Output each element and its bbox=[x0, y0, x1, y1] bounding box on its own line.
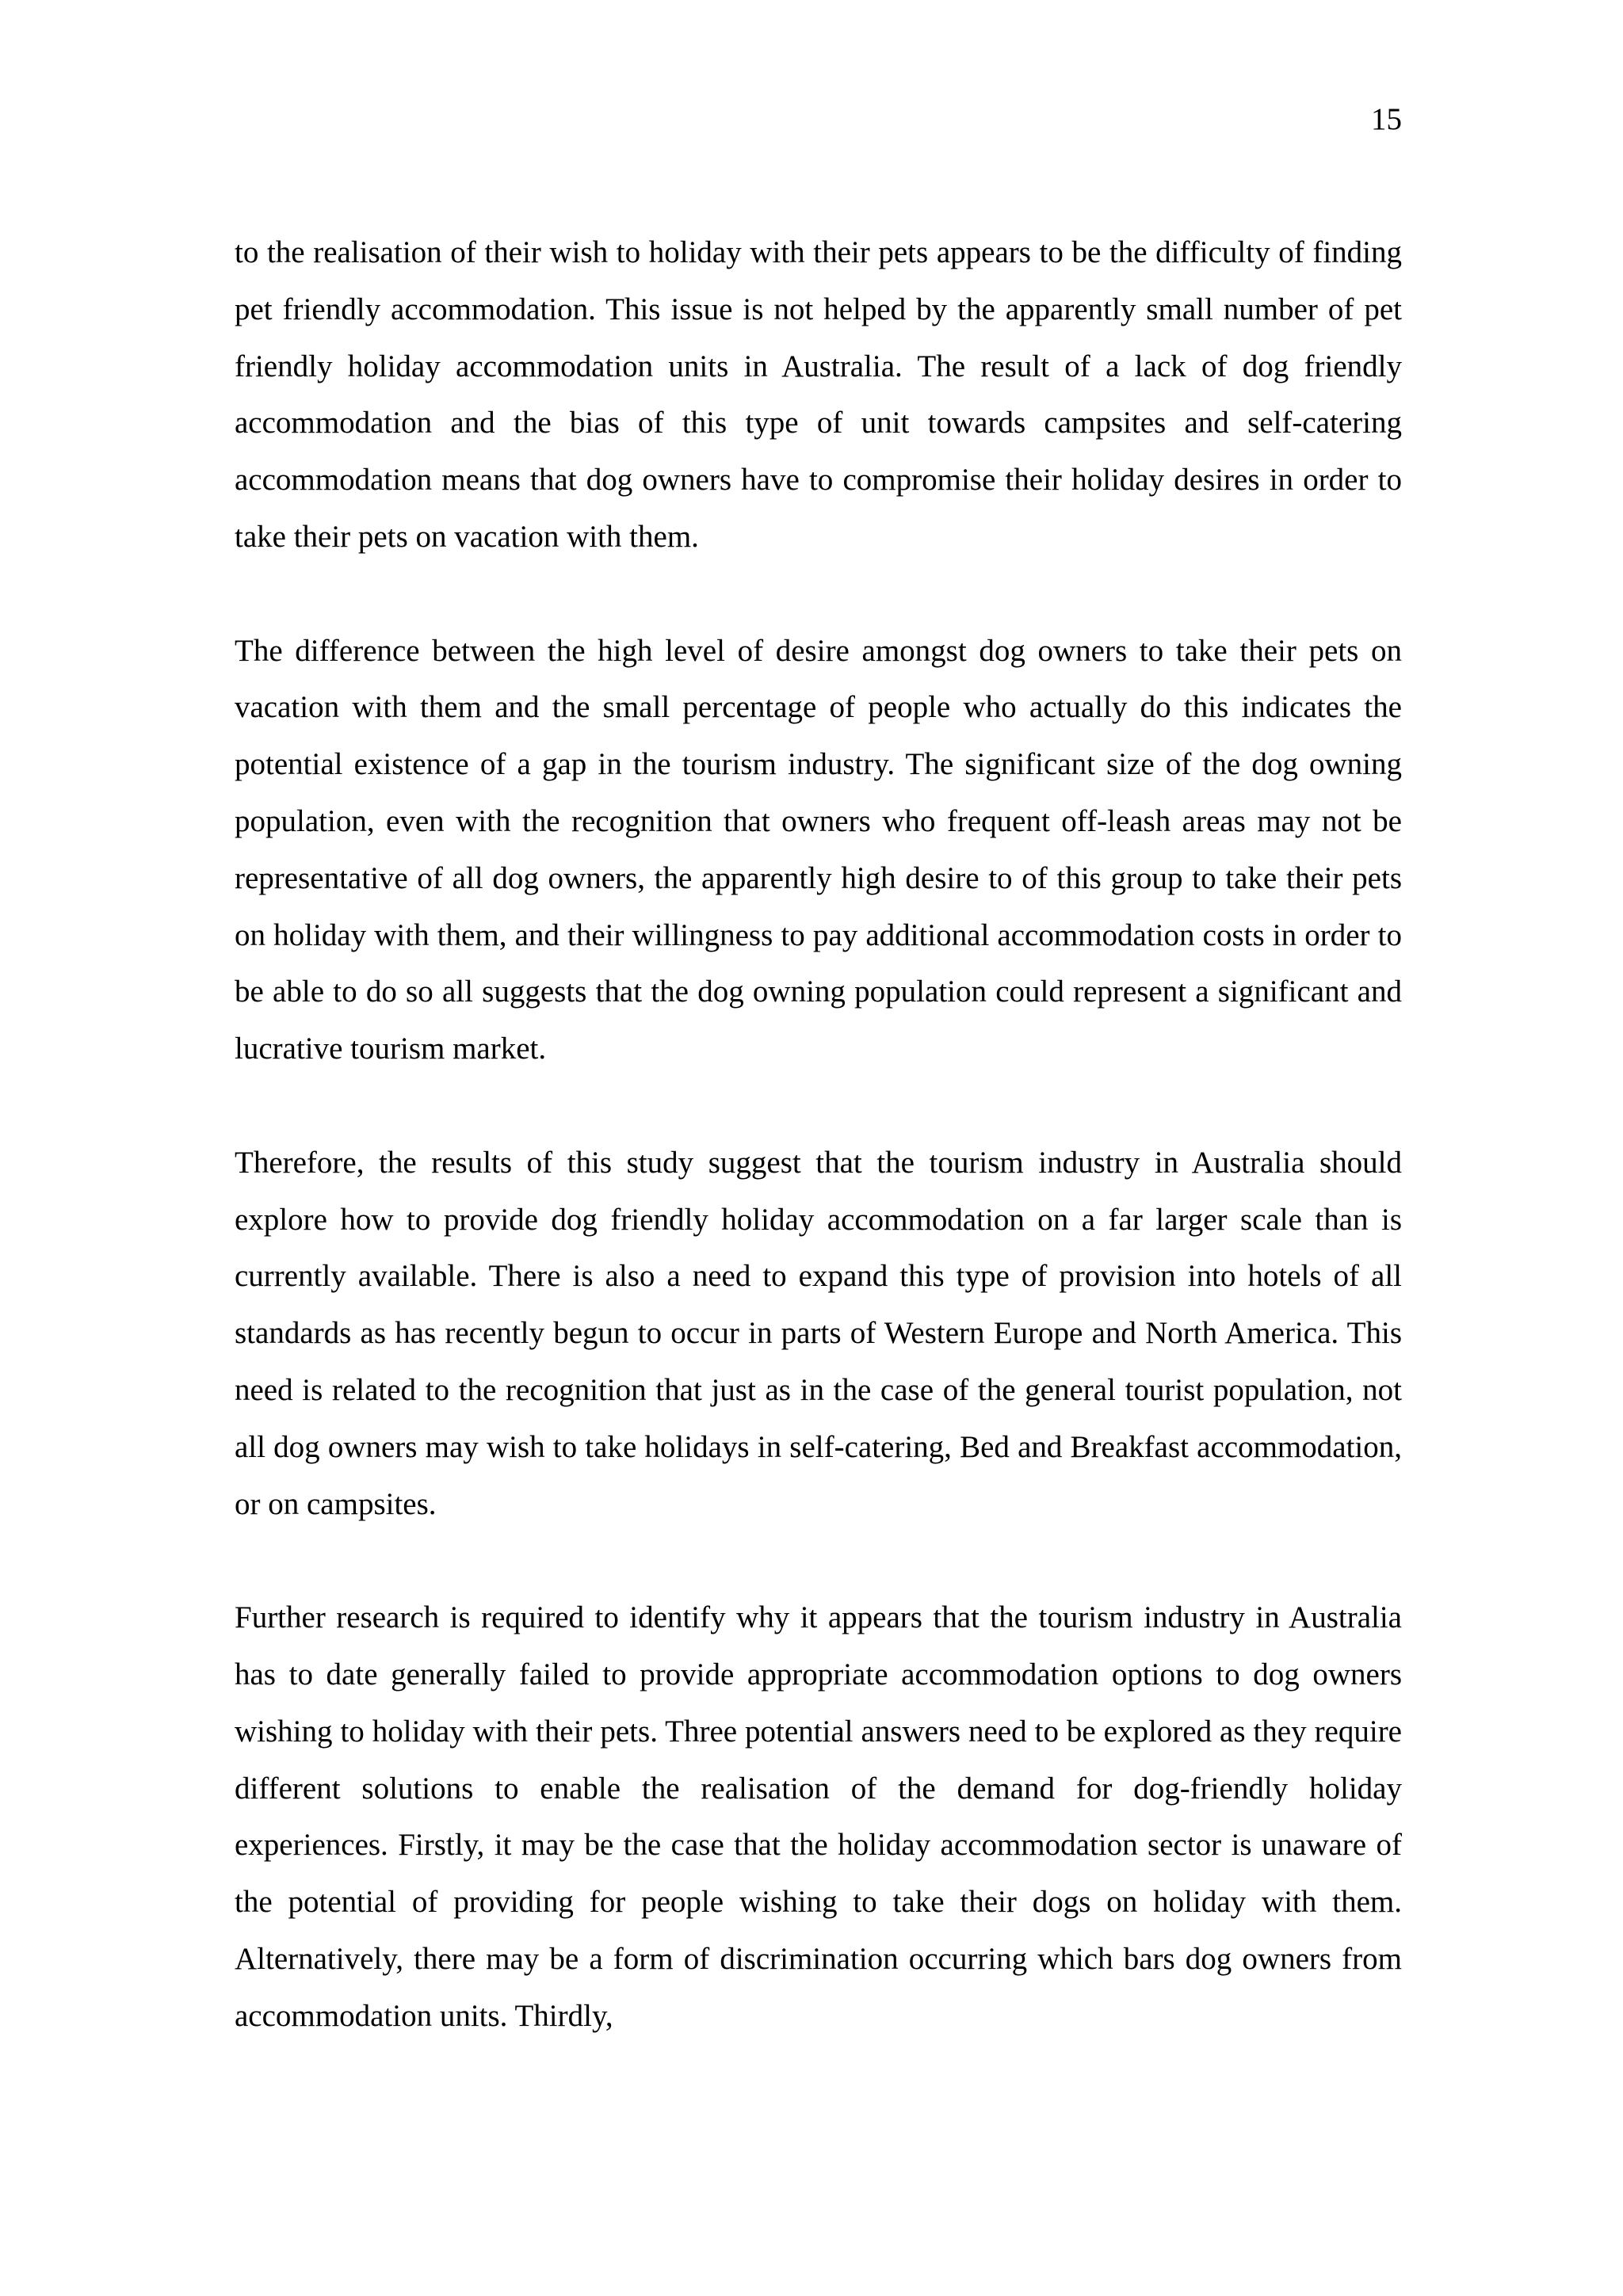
body-text bbox=[235, 224, 1402, 2045]
paragraph-4: Further research is required to identify why it appears that the tourism industry in Australia has to date generally failed to provide appropriate accommodation options to dog owners wishing to holiday with their pets. Three potential answers need to be explored as they require different solutions to enable the realisation of the demand for dog-friendly holiday experiences. Firstly, it may be the case that the holiday accommodation sector is unaware of the potential of providing for people wishing to take their dogs on holiday with them. Alternatively, there may be a form of discrimination occurring which bars dog owners from accommodation units. Thirdly, bbox=[235, 1600, 1402, 2033]
paragraph-3: Therefore, the results of this study suggest that the tourism industry in Australia should explore how to provide dog friendly holiday accommodation on a far larger scale than is currently available. There is also a need to expand this type of provision into hotels of all standards as has recently begun to occur in parts of Western Europe and North America. This need is related to the recognition that just as in the case of the general tourist population, not all dog owners may wish to take holidays in self-catering, Bed and Breakfast accommodation, or on campsites. bbox=[235, 1145, 1402, 1521]
paragraph-2: The difference between the high level of desire amongst dog owners to take their pets on vacation with them and the small percentage of people who actually do this indicates the potential existence of a gap in the tourism industry. The significant size of the dog owning population, even with the recognition that owners who frequent off-leash areas may not be representative of all dog owners, the apparently high desire to of this group to take their pets on holiday with them, and their willingness to pay additional accommodation costs in order to be able to do so all suggests that the dog owning population could represent a significant and lucrative tourism market. bbox=[235, 633, 1402, 1066]
page-number: 15 bbox=[1371, 102, 1402, 136]
paragraph-1: to the realisation of their wish to holiday with their pets appears to be the difficulty of finding pet friendly accommodation. This issue is not helped by the apparently small number of pet friendly holiday accommodation units in Australia. The result of a lack of dog friendly accommodation and the bias of this type of unit towards campsites and self-catering accommodation means that dog owners have to compromise their holiday desires in order to take their pets on vacation with them. bbox=[235, 235, 1402, 554]
